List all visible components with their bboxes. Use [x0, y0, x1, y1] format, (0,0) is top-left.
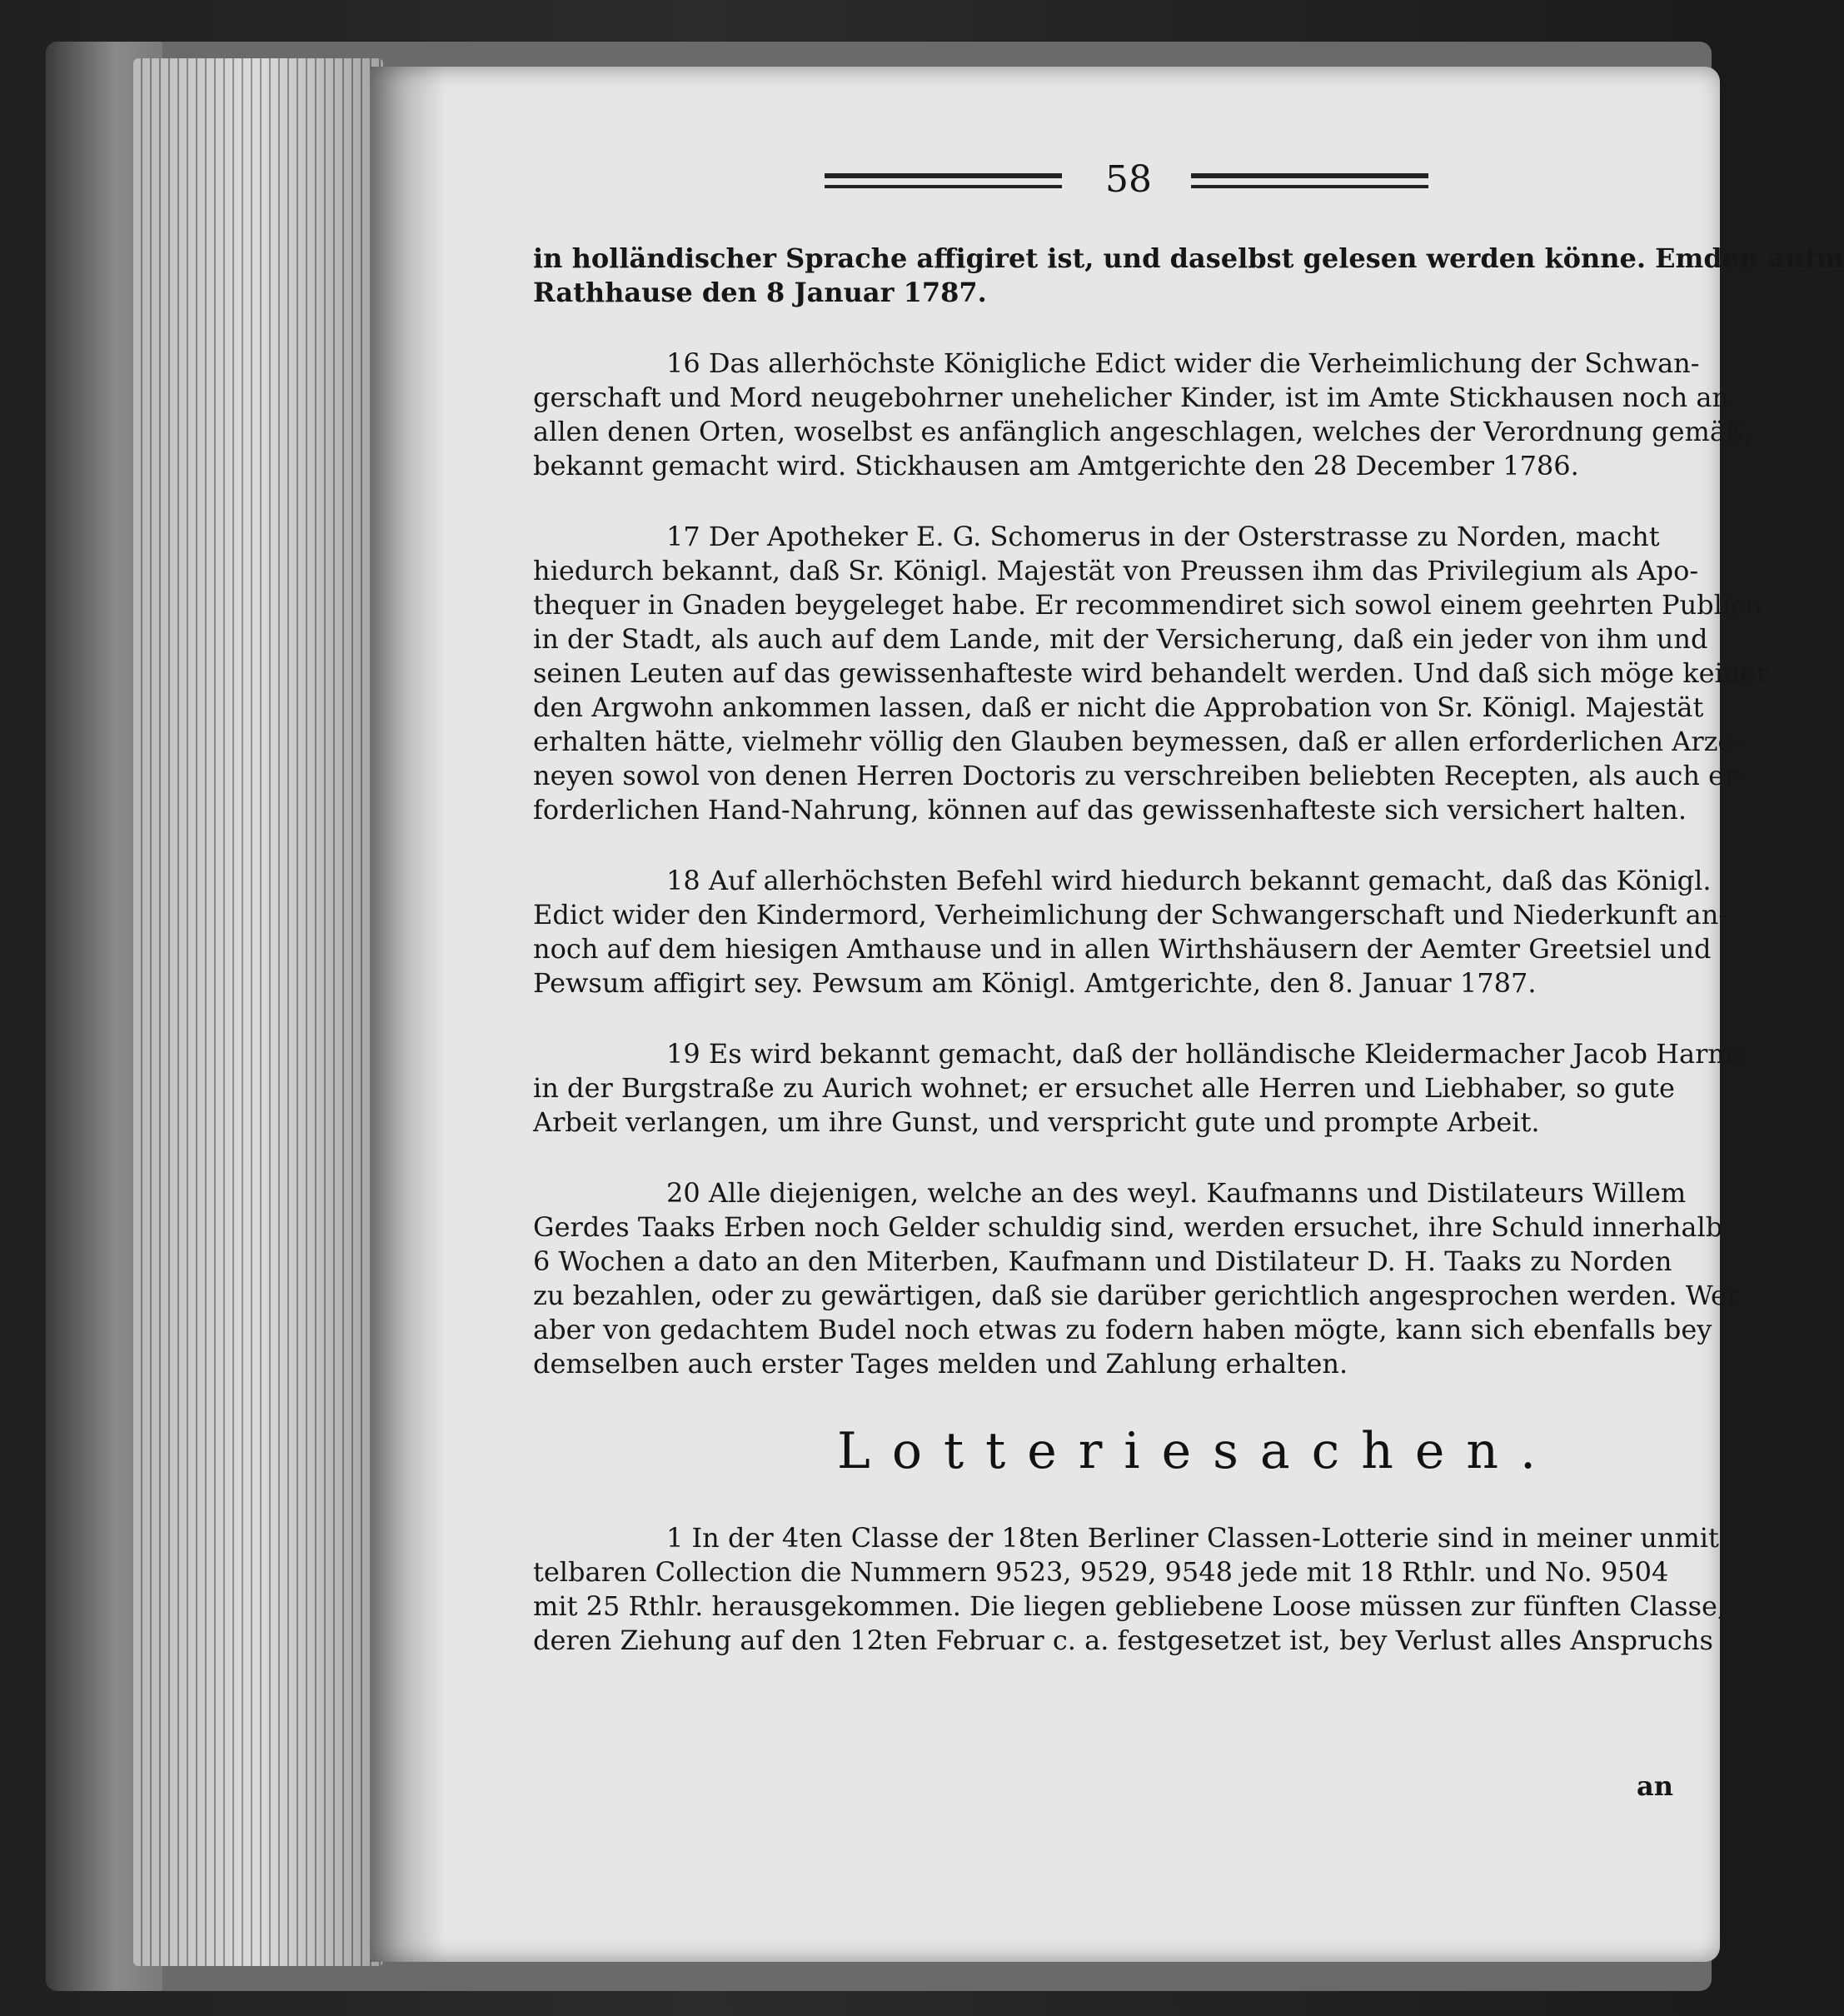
header-rule-right [1191, 173, 1428, 188]
text-line: in der Stadt, als auch auf dem Lande, mit der Versicherung, daß ein jeder von ihm und [533, 623, 1708, 655]
text-line: noch auf dem hiesigen Amthause und in allen Wirthshäusern der Aemter Greetsiel und [533, 933, 1712, 965]
text-line: thequer in Gnaden beygeleget habe. Er recommendiret sich sowol einem geehrten Publico [533, 589, 1762, 621]
text-line: telbaren Collection die Nummern 9523, 9529, 9548 jede mit 18 Rthlr. und No. 9504 [533, 1556, 1669, 1588]
text-line: aber von gedachtem Budel noch etwas zu fodern haben mögte, kann sich ebenfalls bey [533, 1314, 1712, 1345]
text-line: hiedurch bekannt, daß Sr. Königl. Majestät von Preussen ihm das Privilegium als Apo- [533, 555, 1699, 586]
text-line: seinen Leuten auf das gewissenhafteste wird behandelt werden. Und daß sich möge keiner [533, 657, 1769, 689]
page-header [825, 157, 1458, 207]
page-text [533, 242, 1844, 1694]
notice-paragraph [533, 242, 1844, 310]
text-line: bekannt gemacht wird. Stickhausen am Amtgerichte den 28 December 1786. [533, 450, 1579, 482]
text-line: forderlichen Hand-Nahrung, können auf das gewissenhafteste sich versichert halten. [533, 794, 1687, 826]
text-line: 18 Auf allerhöchsten Befehl wird hiedurch bekannt gemacht, daß das Königl. [666, 865, 1712, 896]
text-line: 19 Es wird bekannt gemacht, daß der holländische Kleidermacher Jacob Harms [666, 1038, 1747, 1070]
text-line: allen denen Orten, woselbst es anfänglich angeschlagen, welches der Verordnung gemäß, [533, 416, 1752, 447]
text-line: neyen sowol von denen Herren Doctoris zu verschreiben beliebten Recepten, als auch er- [533, 760, 1747, 791]
text-line: 1 In der 4ten Classe der 18ten Berliner Classen-Lotterie sind in meiner unmit- [666, 1522, 1728, 1554]
text-line: Arbeit verlangen, um ihre Gunst, und verspricht gute und prompte Arbeit. [533, 1106, 1540, 1138]
notice-18 [533, 864, 1728, 1001]
text-line: demselben auch erster Tages melden und Zahlung erhalten. [533, 1348, 1348, 1380]
text-line: in der Burgstraße zu Aurich wohnet; er ersuchet alle Herren und Liebhaber, so gute [533, 1072, 1675, 1104]
section-title: Lotteriesachen. [837, 1422, 1558, 1480]
notice-20 [533, 1176, 1740, 1381]
notice-17 [533, 520, 1769, 827]
text-line: 16 Das allerhöchste Königliche Edict wider die Verheimlichung der Schwan- [666, 347, 1700, 379]
text-line: den Argwohn ankommen lassen, daß er nicht die Approbation von Sr. Königl. Majestät [533, 691, 1704, 723]
page-number: 58 [1105, 158, 1152, 201]
text-line: 17 Der Apotheker E. G. Schomerus in der Osterstrasse zu Norden, macht [666, 521, 1660, 552]
text-line: erhalten hätte, vielmehr völlig den Glauben beymessen, daß er allen erforderlichen Arze- [533, 726, 1743, 757]
text-line: 20 Alle diejenigen, welche an des weyl. Kaufmanns und Distilateurs Willem [666, 1177, 1687, 1209]
text-line: Gerdes Taaks Erben noch Gelder schuldig sind, werden ersuchet, ihre Schuld innerhalb [533, 1211, 1723, 1243]
page-edges-shading [133, 58, 383, 1966]
text-line: Rathhause den 8 Januar 1787. [533, 277, 987, 308]
text-line: in holländischer Sprache affigiret ist, und daselbst gelesen werden könne. Emden aufm [533, 242, 1844, 274]
text-line: Edict wider den Kindermord, Verheimlichung der Schwangerschaft und Niederkunft an- [533, 899, 1728, 931]
notice-19 [533, 1037, 1747, 1140]
notice-16 [533, 347, 1752, 483]
text-line: deren Ziehung auf den 12ten Februar c. a. festgesetzet ist, bey Verlust alles Anspruchs [533, 1624, 1713, 1656]
text-line: zu bezahlen, oder zu gewärtigen, daß sie darüber gerichtlich angesprochen werden. Wer [533, 1280, 1740, 1311]
header-rule-left [825, 173, 1062, 188]
text-line: mit 25 Rthlr. herausgekommen. Die liegen gebliebene Loose müssen zur fünften Classe, [533, 1590, 1727, 1622]
gutter-shadow [371, 67, 446, 1962]
text-line: Pewsum affigirt sey. Pewsum am Königl. Amtgerichte, den 8. Januar 1787. [533, 967, 1537, 999]
catchword: an [1637, 1770, 1673, 1802]
text-line: 6 Wochen a dato an den Miterben, Kaufmann und Distilateur D. H. Taaks zu Norden [533, 1245, 1672, 1277]
lottery-notice-1 [533, 1521, 1728, 1658]
text-line: gerschaft und Mord neugebohrner unehelicher Kinder, ist im Amte Stickhausen noch an [533, 382, 1730, 413]
